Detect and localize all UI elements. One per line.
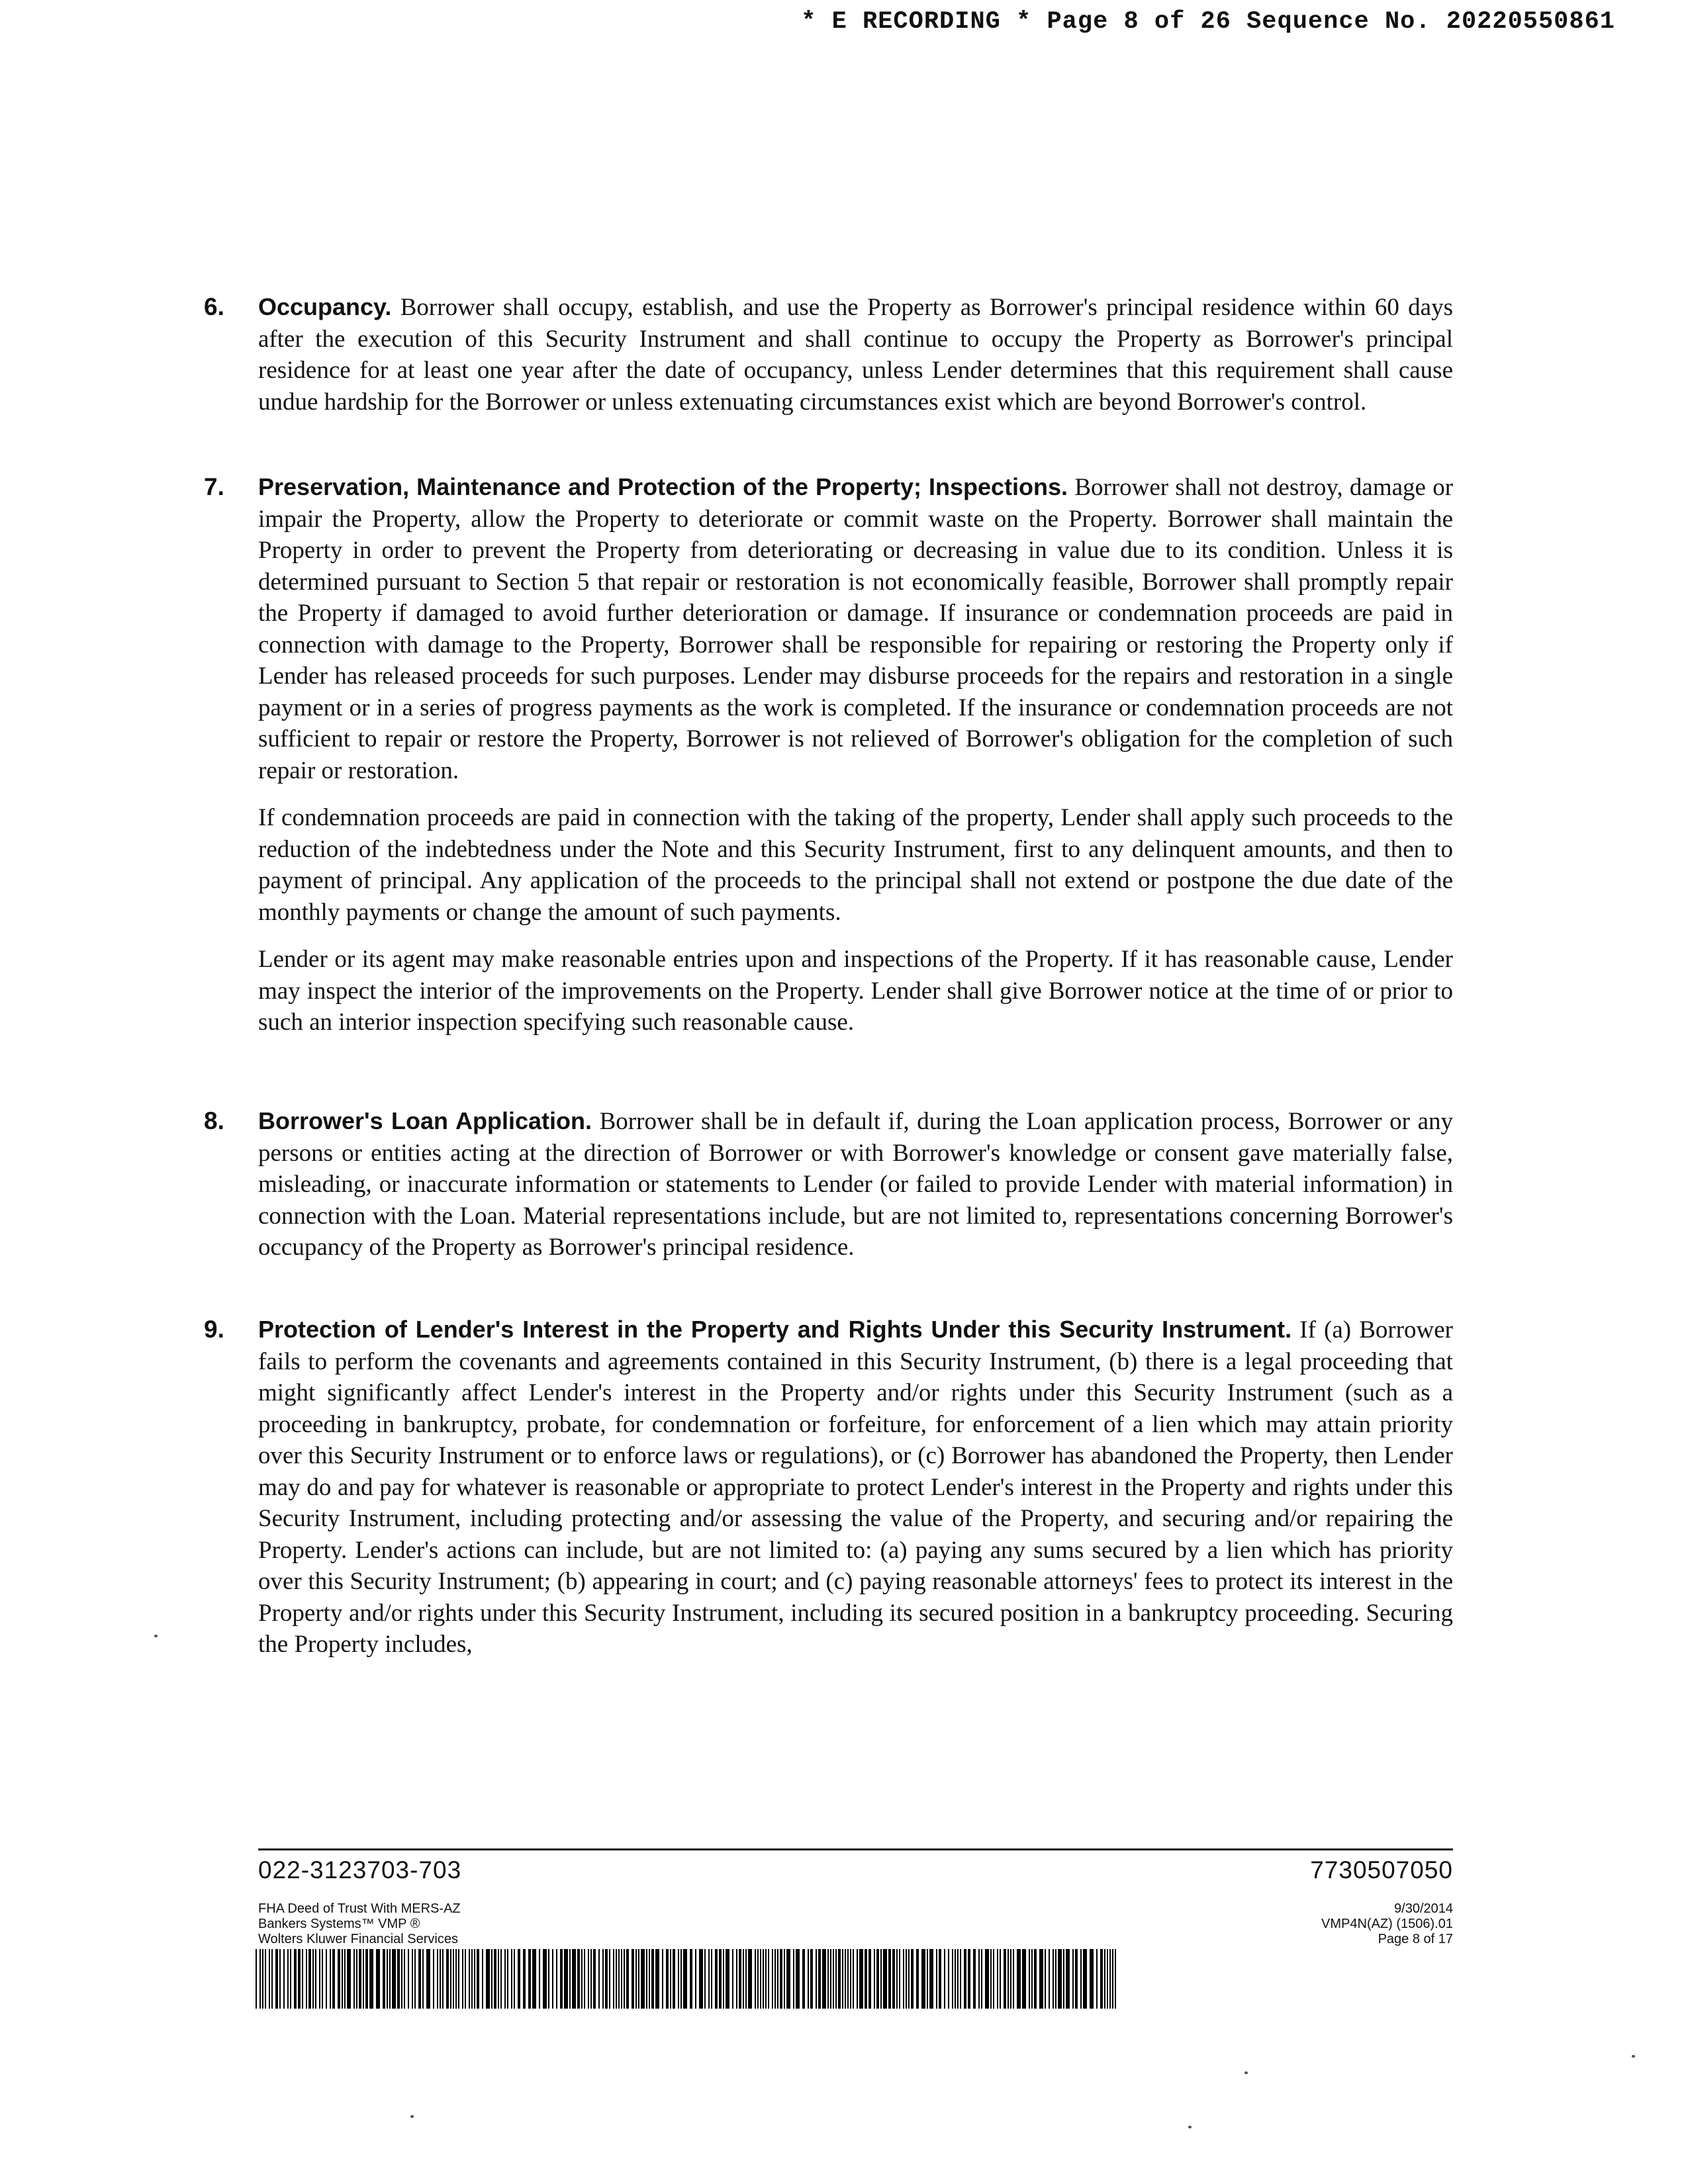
barcode-bar: [283, 1949, 285, 2009]
barcode-bar: [708, 1949, 710, 2009]
barcode-bar: [896, 1949, 898, 2009]
page-number: Page 8 of 17: [1378, 1932, 1453, 1946]
section-text: Borrower shall be in default if, during the Loan application process, Borrower or any persons or entities acting at the direction of Borrower or with Borrower's knowledge or consent gave materially false, misleading, or inaccurate information or statements to Lender (or failed to provide Lender with material information) in connection with the Loan. Material representations include, but are not limited to, representations concerning Borrower's occupancy of the Property as Borrower's principal residence.: [258, 1108, 1453, 1261]
barcode-bar: [322, 1949, 323, 2009]
barcode-bar: [332, 1949, 335, 2009]
barcode-bar: [616, 1949, 617, 2009]
barcode-bar: [356, 1949, 357, 2009]
barcode-bar: [401, 1949, 402, 2009]
barcode-bar: [306, 1949, 307, 2009]
barcode-bar: [326, 1949, 327, 2009]
company: Wolters Kluwer Financial Services: [258, 1932, 458, 1946]
barcode-bar: [523, 1949, 526, 2009]
barcode-bar: [1058, 1949, 1062, 2009]
barcode-bar: [683, 1949, 687, 2009]
barcode-bar: [772, 1949, 773, 2009]
section-paragraph: [258, 1314, 1453, 1661]
barcode-bar: [859, 1949, 863, 2009]
section-paragraph: [258, 291, 1453, 418]
barcode-bar: [440, 1949, 441, 2009]
barcode-bar: [259, 1949, 261, 2009]
barcode-bar: [739, 1949, 741, 2009]
barcode-bar: [598, 1949, 600, 2009]
barcode-bar: [1049, 1949, 1050, 2009]
barcode-bar: [649, 1949, 650, 2009]
form-code: VMP4N(AZ) (1506).01: [1321, 1917, 1453, 1931]
barcode-bar: [1104, 1949, 1105, 2009]
barcode-bar: [957, 1949, 959, 2009]
barcode-bar: [389, 1949, 391, 2009]
barcode-bar: [602, 1949, 604, 2009]
barcode-bar: [903, 1949, 904, 2009]
barcode-bar: [287, 1949, 289, 2009]
section-text: If (a) Borrower fails to perform the covenants and agreements contained in this Security Instrument, (b) there is a legal proceeding that might significantly affect Lender's interest in the Property and/or rights under this Security Instrument (such as a proceeding in bankruptcy, probate, for condemnation or forfeiture, for enforcement of a lien which may attain priority over this Security Instrument or to enforce laws or regulations), or (c) Borrower has abandoned the Property, then Lender may do and pay for whatever is reasonable or appropriate to protect Lender's interest in the Property and rights under this Security Instrument, including protecting and/or assessing the value of the Property, and securing and/or repairing the Property. Lender's actions can include, but are not limited to: (a) paying any sums secured by a lien which has priority over this Security Instrument; (b) appearing in court; and (c) paying reasonable attorneys' fees to protect its interest in the Property and/or rights under this Security Instrument, including its secured position in a bankruptcy proceeding. Securing the Property includes,: [258, 1316, 1454, 1658]
barcode-bar: [383, 1949, 385, 2009]
barcode-bar: [960, 1949, 961, 2009]
barcode-bar: [857, 1949, 858, 2009]
barcode-bar: [768, 1949, 769, 2009]
barcode-bar: [853, 1949, 854, 2009]
publisher: Bankers Systems™ VMP ®: [258, 1917, 420, 1931]
barcode-bar: [624, 1949, 625, 2009]
barcode-bar: [437, 1949, 438, 2009]
section-number: 6.: [204, 293, 224, 320]
barcode-bar: [850, 1949, 851, 2009]
barcode-bar: [1029, 1949, 1030, 2009]
barcode-bar: [504, 1949, 506, 2009]
barcode-bar: [302, 1949, 303, 2009]
barcode-bar: [1013, 1949, 1014, 2009]
barcode-bar: [605, 1949, 608, 2009]
barcode-bar: [711, 1949, 712, 2009]
barcode-bar: [810, 1949, 813, 2009]
barcode-bar: [802, 1949, 805, 2009]
barcode-bar: [847, 1949, 849, 2009]
barcode-bar: [880, 1949, 882, 2009]
barcode-bar: [1072, 1949, 1074, 2009]
form-meta: [1321, 1901, 1453, 1947]
barcode-bar: [638, 1949, 639, 2009]
barcode-bar: [808, 1949, 809, 2009]
section-protection: [204, 1314, 1454, 1661]
barcode-bar: [906, 1949, 907, 2009]
barcode-bar: [1039, 1949, 1043, 2009]
form-title: FHA Deed of Trust With MERS-AZ: [258, 1901, 461, 1916]
barcode-bar: [474, 1949, 475, 2009]
barcode-bar: [442, 1949, 444, 2009]
barcode-bar: [312, 1949, 314, 2009]
section-number: 7.: [204, 473, 224, 500]
barcode-bar: [1096, 1949, 1098, 2009]
barcode-bar: [936, 1949, 937, 2009]
barcode-bar: [613, 1949, 614, 2009]
barcode-bar: [822, 1949, 826, 2009]
barcode-bar: [666, 1949, 669, 2009]
barcode-bar: [978, 1949, 980, 2009]
barcode-bar: [265, 1949, 266, 2009]
barcode-bar: [397, 1949, 400, 2009]
barcode-bar: [736, 1949, 737, 2009]
barcode-bar: [968, 1949, 970, 2009]
barcode-bar: [290, 1949, 291, 2009]
barcode-bar: [363, 1949, 364, 2009]
section-loan-application: [204, 1105, 1453, 1263]
barcode-bar: [418, 1949, 421, 2009]
barcode-bar: [993, 1949, 994, 2009]
scan-speck: [1244, 2071, 1248, 2074]
barcode-bar: [833, 1949, 834, 2009]
barcode-bar: [500, 1949, 502, 2009]
section-number: 9.: [204, 1316, 224, 1343]
barcode-bar: [760, 1949, 761, 2009]
barcode-bar: [298, 1949, 301, 2009]
section-title: Protection of Lender's Interest in the Property and Rights Under this Security Instrument.: [258, 1316, 1292, 1343]
section-preservation: [204, 471, 1454, 1038]
barcode-bar: [1055, 1949, 1056, 2009]
barcode-bar: [1008, 1949, 1009, 2009]
barcode-bar: [1000, 1949, 1001, 2009]
barcode-bar: [726, 1949, 729, 2009]
barcode-bar: [543, 1949, 547, 2009]
barcode-bar: [486, 1949, 490, 2009]
section-paragraph: If condemnation proceeds are paid in connection with the taking of the property, Lender shall apply such proceeds to the reduction of the indebtedness under the Note and this Security Instrument, first to any delinquent amounts, and then to payment of principal. Any application of the proceeds to the principal shall not extend or postpone the due date of the monthly payments or change the amount of such payments.: [258, 804, 1453, 926]
barcode-bar: [1115, 1949, 1116, 2009]
barcode-bar: [511, 1949, 512, 2009]
barcode-bar: [985, 1949, 989, 2009]
barcode-bar: [532, 1949, 536, 2009]
barcode-bar: [498, 1949, 499, 2009]
barcode-bar: [732, 1949, 733, 2009]
barcode-bar: [584, 1949, 585, 2009]
barcode-bar: [453, 1949, 454, 2009]
barcode-bar: [939, 1949, 941, 2009]
barcode-bar: [446, 1949, 449, 2009]
barcode-bar: [279, 1949, 281, 2009]
barcode-bar: [874, 1949, 875, 2009]
barcode-bar: [748, 1949, 752, 2009]
barcode-bar: [838, 1949, 841, 2009]
barcode-bar: [491, 1949, 492, 2009]
barcode-bar: [471, 1949, 473, 2009]
barcode-bar: [899, 1949, 900, 2009]
barcode-bar: [816, 1949, 817, 2009]
barcode-bar: [315, 1949, 316, 2009]
section-paragraph: Lender or its agent may make reasonable entries upon and inspections of the Property. If it has reasonable cause, Lender may inspect the interior of the improvements on the Property. Lender shall give Borrower notice at the time of or prior to such an interior inspection specifying such reasonable cause.: [258, 946, 1453, 1036]
barcode-bar: [888, 1949, 891, 2009]
barcode-bar: [981, 1949, 982, 2009]
barcode-bar: [699, 1949, 703, 2009]
barcode-bar: [344, 1949, 346, 2009]
barcode-bar: [621, 1949, 622, 2009]
barcode-bar: [593, 1949, 596, 2009]
barcode-bar: [556, 1949, 557, 2009]
section-text: Borrower shall not destroy, damage or impair the Property, allow the Property to deteriorate or commit waste on the Property. Borrower shall maintain the Property in order to prevent the Property from deteriorating or decreasing in value due to its condition. Unless it is determined pursuant to Section 5 that repair or restoration is not economically feasible, Borrower shall promptly repair the Property if damaged to avoid further deterioration or damage. If insurance or condemnation proceeds are paid in connection with damage to the Property, Borrower shall be responsible for repairing or restoring the Property only if Lender has released proceeds for such purposes. Lender may disburse proceeds for the repairs and restoration in a single payment or in a series of progress payments as the work is completed. If the insurance or condemnation proceeds are not sufficient to repair or restore the Property, Borrower is not relieved of Borrower's obligation for the completion of such repair or restoration.: [258, 474, 1454, 784]
barcode-bar: [590, 1949, 592, 2009]
barcode-bar: [408, 1949, 409, 2009]
barcode-bar: [564, 1949, 568, 2009]
barcode-bar: [572, 1949, 576, 2009]
barcode-bar: [465, 1949, 466, 2009]
barcode-bar: [1083, 1949, 1087, 2009]
barcode-bar: [868, 1949, 871, 2009]
barcode-bar: [763, 1949, 764, 2009]
form-info: [258, 1901, 461, 1947]
barcode-bar: [784, 1949, 785, 2009]
barcode-bar: [330, 1949, 331, 2009]
barcode-bar: [482, 1949, 483, 2009]
barcode-bar: [518, 1949, 520, 2009]
barcode-bar: [507, 1949, 508, 2009]
barcode-bar: [539, 1949, 540, 2009]
barcode-bar: [548, 1949, 549, 2009]
barcode-bar: [883, 1949, 887, 2009]
barcode-bar: [1112, 1949, 1113, 2009]
barcode-bar: [842, 1949, 843, 2009]
barcode-bar: [365, 1949, 368, 2009]
barcode-bar: [552, 1949, 553, 2009]
barcode-bar: [719, 1949, 722, 2009]
barcode-bar: [458, 1949, 459, 2009]
barcode-bar: [690, 1949, 692, 2009]
barcode-bar: [973, 1949, 976, 2009]
barcode-bar: [319, 1949, 320, 2009]
barcode-bar: [646, 1949, 647, 2009]
barcode-bar: [830, 1949, 831, 2009]
barcode-bar: [774, 1949, 776, 2009]
barcode-bar: [1010, 1949, 1011, 2009]
barcode-bar: [404, 1949, 405, 2009]
barcode-bar: [955, 1949, 956, 2009]
footer-divider: [258, 1848, 1453, 1850]
barcode-bar: [865, 1949, 867, 2009]
barcode-bar: [835, 1949, 837, 2009]
barcode-bar: [704, 1949, 706, 2009]
barcode-bar: [369, 1949, 373, 2009]
barcode: [256, 1949, 1116, 2009]
barcode-bar: [588, 1949, 589, 2009]
barcode-bar: [609, 1949, 610, 2009]
barcode-bar: [921, 1949, 925, 2009]
barcode-bar: [796, 1949, 800, 2009]
barcode-bar: [1004, 1949, 1006, 2009]
barcode-bar: [262, 1949, 263, 2009]
barcode-bar: [908, 1949, 910, 2009]
barcode-bar: [651, 1949, 654, 2009]
barcode-bar: [269, 1949, 270, 2009]
barcode-bar: [765, 1949, 767, 2009]
scan-speck: [154, 1635, 158, 1637]
barcode-bar: [670, 1949, 671, 2009]
barcode-bar: [997, 1949, 998, 2009]
barcode-bar: [455, 1949, 457, 2009]
barcode-bar: [450, 1949, 451, 2009]
barcode-bar: [1017, 1949, 1021, 2009]
barcode-bar: [876, 1949, 879, 2009]
barcode-bar: [353, 1949, 355, 2009]
barcode-bar: [743, 1949, 744, 2009]
barcode-bar: [626, 1949, 629, 2009]
barcode-bar: [1107, 1949, 1108, 2009]
barcode-bar: [673, 1949, 675, 2009]
barcode-bar: [433, 1949, 434, 2009]
barcode-bar: [426, 1949, 430, 2009]
barcode-bar: [678, 1949, 679, 2009]
barcode-bar: [680, 1949, 682, 2009]
barcode-bar: [695, 1949, 696, 2009]
barcode-bar: [755, 1949, 756, 2009]
barcode-bar: [723, 1949, 724, 2009]
barcode-bar: [422, 1949, 424, 2009]
loan-number: 022-3123703-703: [258, 1856, 462, 1884]
barcode-bar: [528, 1949, 531, 2009]
reference-number: 7730507050: [1310, 1856, 1453, 1884]
barcode-bar: [952, 1949, 953, 2009]
barcode-bar: [1022, 1949, 1026, 2009]
scan-speck: [1188, 2126, 1192, 2128]
barcode-bar: [392, 1949, 396, 2009]
section-title: Occupancy.: [258, 293, 392, 320]
barcode-bar: [892, 1949, 895, 2009]
barcode-bar: [641, 1949, 645, 2009]
barcode-bar: [1031, 1949, 1033, 2009]
barcode-bar: [655, 1949, 659, 2009]
barcode-bar: [911, 1949, 914, 2009]
barcode-bar: [990, 1949, 992, 2009]
barcode-bar: [569, 1949, 571, 2009]
barcode-bar: [1034, 1949, 1037, 2009]
barcode-bar: [462, 1949, 463, 2009]
barcode-bar: [347, 1949, 351, 2009]
barcode-bar: [376, 1949, 380, 2009]
barcode-bar: [469, 1949, 470, 2009]
barcode-bar: [1090, 1949, 1094, 2009]
barcode-bar: [662, 1949, 663, 2009]
barcode-bar: [414, 1949, 416, 2009]
barcode-bar: [948, 1949, 949, 2009]
barcode-bar: [845, 1949, 846, 2009]
barcode-bar: [964, 1949, 966, 2009]
barcode-bar: [635, 1949, 637, 2009]
section-number: 8.: [204, 1107, 224, 1134]
barcode-bar: [294, 1949, 297, 2009]
barcode-bar: [618, 1949, 620, 2009]
barcode-bar: [514, 1949, 515, 2009]
section-occupancy: [204, 291, 1453, 418]
barcode-bar: [342, 1949, 343, 2009]
scan-speck: [410, 2115, 414, 2118]
barcode-bar: [927, 1949, 928, 2009]
barcode-bar: [786, 1949, 790, 2009]
barcode-bar: [308, 1949, 311, 2009]
section-paragraph: [258, 1105, 1453, 1263]
barcode-bar: [1080, 1949, 1082, 2009]
barcode-bar: [1100, 1949, 1103, 2009]
section-title: Preservation, Maintenance and Protection of the Property; Inspections.: [258, 473, 1068, 500]
barcode-bar: [944, 1949, 945, 2009]
section-paragraph: [258, 471, 1453, 786]
barcode-bar: [1075, 1949, 1078, 2009]
barcode-bar: [1066, 1949, 1070, 2009]
barcode-bar: [632, 1949, 634, 2009]
barcode-bar: [1063, 1949, 1064, 2009]
form-date: 9/30/2014: [1394, 1901, 1453, 1916]
barcode-bar: [359, 1949, 361, 2009]
barcode-bar: [256, 1949, 257, 2009]
barcode-bar: [560, 1949, 563, 2009]
barcode-bar: [1109, 1949, 1111, 2009]
barcode-bar: [757, 1949, 759, 2009]
barcode-bar: [271, 1949, 273, 2009]
barcode-bar: [715, 1949, 718, 2009]
barcode-bar: [477, 1949, 479, 2009]
barcode-bar: [818, 1949, 821, 2009]
barcode-bar: [916, 1949, 919, 2009]
barcode-bar: [777, 1949, 778, 2009]
barcode-bar: [793, 1949, 794, 2009]
barcode-bar: [780, 1949, 782, 2009]
barcode-bar: [387, 1949, 388, 2009]
barcode-bar: [412, 1949, 413, 2009]
barcode-bar: [1045, 1949, 1046, 2009]
scan-speck: [1632, 2055, 1635, 2058]
barcode-bar: [275, 1949, 278, 2009]
barcode-bar: [338, 1949, 340, 2009]
barcode-bar: [494, 1949, 496, 2009]
recording-stamp: * E RECORDING * Page 8 of 26 Sequence No. 20220550861: [801, 8, 1615, 36]
section-text: Borrower shall occupy, establish, and use the Property as Borrower's principal residence within 60 days after the execution of this Security Instrument and shall continue to occupy the Property as Borrower's principal residence for at least one year after the date of occupancy, unless Lender determines that this requirement shall cause undue hardship for the Borrower or unless extenuating circumstances exist which are beyond Borrower's control.: [258, 294, 1453, 416]
barcode-bar: [1053, 1949, 1054, 2009]
barcode-bar: [581, 1949, 583, 2009]
barcode-bar: [929, 1949, 933, 2009]
barcode-bar: [577, 1949, 580, 2009]
section-title: Borrower's Loan Application.: [258, 1107, 592, 1134]
barcode-bar: [745, 1949, 747, 2009]
barcode-bar: [827, 1949, 829, 2009]
